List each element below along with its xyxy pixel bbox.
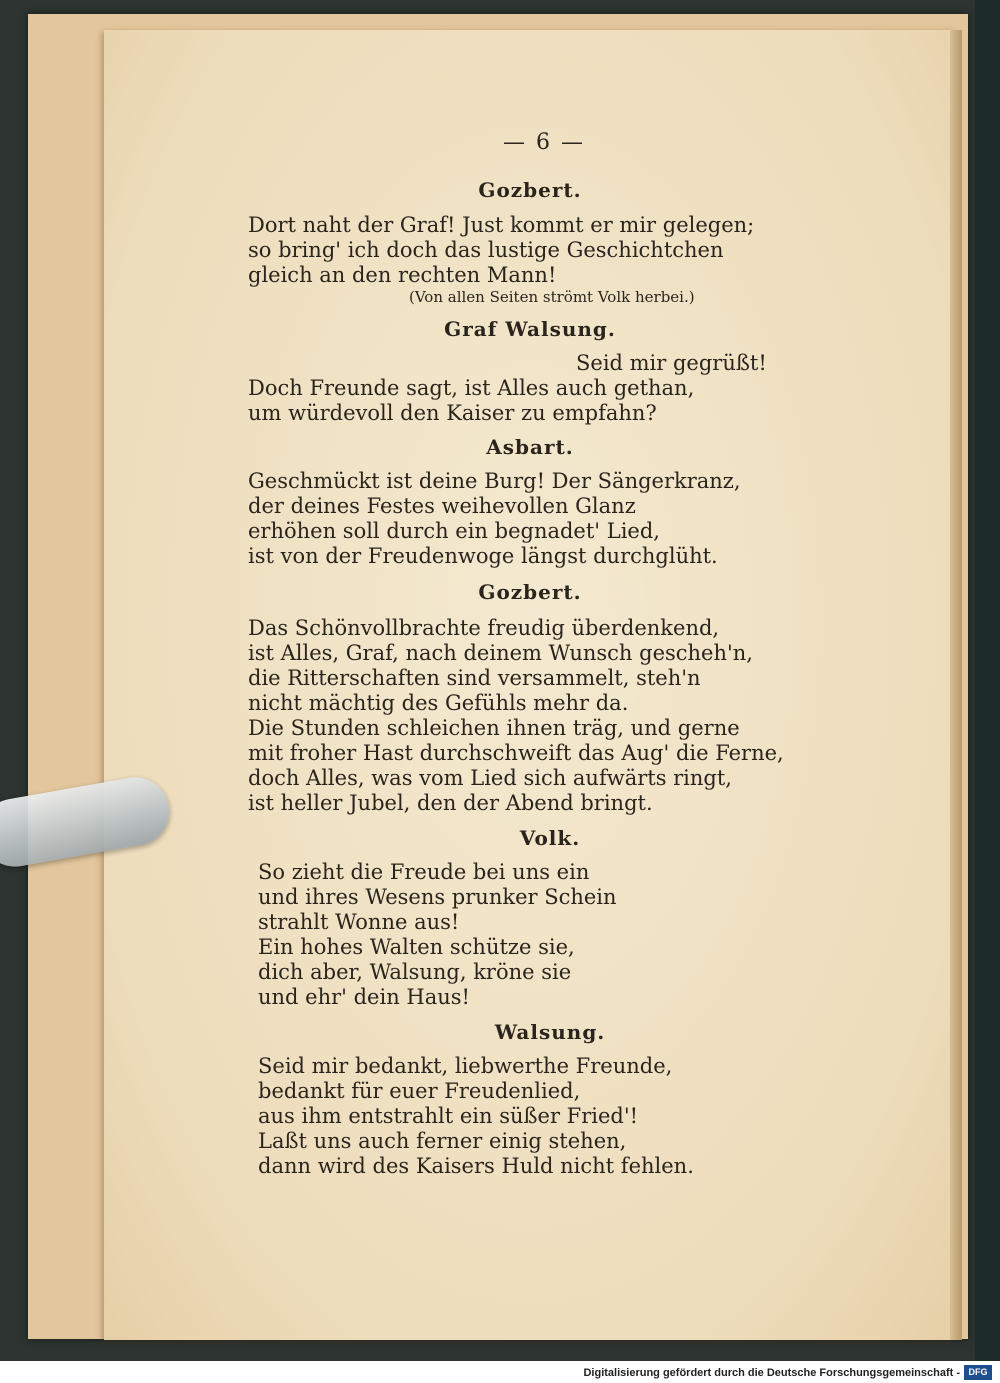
verse-line: mit froher Hast durchschweift das Aug' die Ferne, xyxy=(248,741,784,765)
speaker-name: Gozbert. xyxy=(478,580,582,604)
speaker-name: Volk. xyxy=(519,826,581,850)
verse-line: Ein hohes Walten schütze sie, xyxy=(258,935,575,959)
verse-line: ist heller Jubel, den der Abend bringt. xyxy=(248,791,653,815)
verse-line: ist von der Freudenwoge längst durchglüht. xyxy=(248,544,718,568)
verse-line: und ihres Wesens prunker Schein xyxy=(258,885,617,909)
verse-line: Das Schönvollbrachte freudig überdenkend, xyxy=(248,616,720,640)
verse-line: nicht mächtig des Gefühls mehr da. xyxy=(248,691,629,715)
verse-line: aus ihm entstrahlt ein süßer Fried'! xyxy=(258,1104,639,1128)
book-page xyxy=(104,30,956,1340)
verse-line: Doch Freunde sagt, ist Alles auch gethan, xyxy=(248,376,695,400)
speaker-name: Walsung. xyxy=(494,1020,606,1044)
scanner-background xyxy=(975,0,1000,1383)
dfg-logo: DFG xyxy=(964,1365,992,1380)
verse-line: Geschmückt ist deine Burg! Der Sängerkranz, xyxy=(248,469,741,493)
footer-bar xyxy=(0,1361,1000,1383)
verse-line: doch Alles, was vom Lied sich aufwärts ringt, xyxy=(248,766,732,790)
verse-line: dann wird des Kaisers Huld nicht fehlen. xyxy=(258,1154,694,1178)
stage-direction: (Von allen Seiten strömt Volk herbei.) xyxy=(409,288,695,306)
verse-line: die Ritterschaften sind versammelt, steh'n xyxy=(248,666,701,690)
page-text xyxy=(104,30,956,1340)
verse-line: strahlt Wonne aus! xyxy=(258,910,460,934)
verse-line: um würdevoll den Kaiser zu empfahn? xyxy=(248,401,657,425)
verse-line: Laßt uns auch ferner einig stehen, xyxy=(258,1129,627,1153)
speaker-name: Gozbert. xyxy=(478,178,582,202)
verse-line: so bring' ich doch das lustige Geschichtchen xyxy=(248,238,724,262)
speaker-name: Graf Walsung. xyxy=(444,317,616,341)
verse-line: der deines Festes weihevollen Glanz xyxy=(248,494,636,518)
verse-line: Dort naht der Graf! Just kommt er mir gelegen; xyxy=(248,213,755,237)
verse-line: Seid mir bedankt, liebwerthe Freunde, xyxy=(258,1054,673,1078)
page-number: — 6 — xyxy=(503,130,585,155)
verse-line: erhöhen soll durch ein begnadet' Lied, xyxy=(248,519,660,543)
verse-line: Die Stunden schleichen ihnen träg, und gerne xyxy=(248,716,740,740)
verse-line: ist Alles, Graf, nach deinem Wunsch gescheh'n, xyxy=(248,641,753,665)
verse-line: und ehr' dein Haus! xyxy=(258,985,470,1009)
speaker-name: Asbart. xyxy=(486,435,574,459)
verse-line: dich aber, Walsung, kröne sie xyxy=(258,960,572,984)
funding-credit: Digitalisierung gefördert durch die Deutsche Forschungsgemeinschaft - xyxy=(583,1367,960,1379)
verse-line: gleich an den rechten Mann! xyxy=(248,263,557,287)
verse-line: bedankt für euer Freudenlied, xyxy=(258,1079,581,1103)
page-edge xyxy=(950,30,962,1340)
verse-line: Seid mir gegrüßt! xyxy=(576,351,767,375)
verse-line: So zieht die Freude bei uns ein xyxy=(258,860,590,884)
